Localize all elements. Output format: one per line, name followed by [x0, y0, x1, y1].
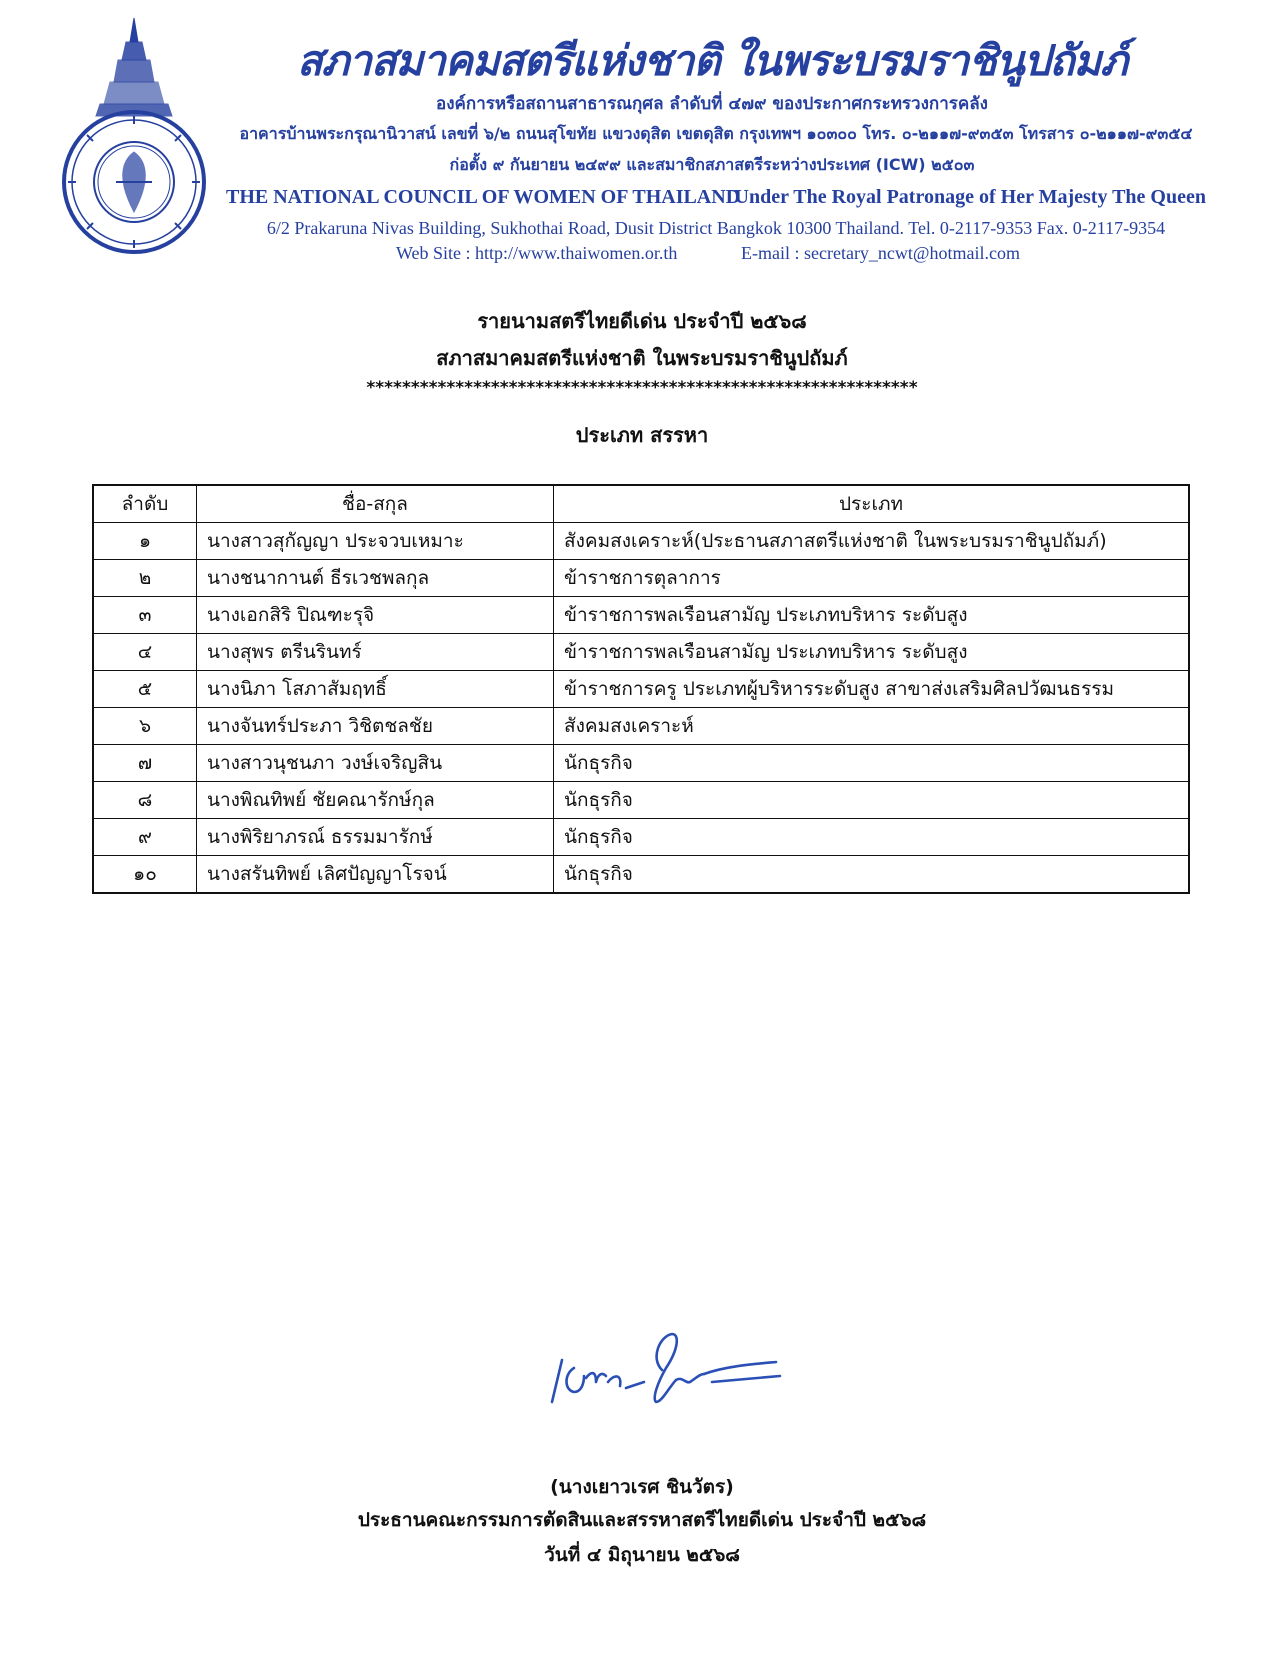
row-type: นักธุรกิจ	[554, 819, 1190, 856]
row-name: นางจันทร์ประภา วิชิตชลชัย	[197, 708, 554, 745]
row-name: นางสาวนุชนภา วงษ์เจริญสิน	[197, 745, 554, 782]
table-row	[93, 597, 1189, 634]
row-type: สังคมสงเคราะห์	[554, 708, 1190, 745]
row-number: ๕	[93, 671, 197, 708]
awardee-table	[92, 484, 1190, 894]
row-type: ข้าราชการพลเรือนสามัญ ประเภทบริหาร ระดับสูง	[554, 597, 1190, 634]
row-name: นางพิริยาภรณ์ ธรรมมารักษ์	[197, 819, 554, 856]
row-type: นักธุรกิจ	[554, 856, 1190, 894]
row-number: ๔	[93, 634, 197, 671]
address-line-english: 6/2 Prakaruna Nivas Building, Sukhothai Road, Dusit District Bangkok 10300 Thailand. Tel. 0-2117-9353 Fax. 0-2117-9354	[266, 218, 1166, 238]
row-name: นางชนากานต์ ธีรเวชพลกุล	[197, 560, 554, 597]
row-number: ๙	[93, 819, 197, 856]
founding-line: ก่อตั้ง ๙ กันยายน ๒๔๙๙ และสมาชิกสภาสตรีระหว่างประเทศ (ICW) ๒๕๐๓	[449, 155, 975, 174]
address-line-thai: อาคารบ้านพระกรุณานิวาสน์ เลขที่ ๖/๒ ถนนสุโขทัย แขวงดุสิต เขตดุสิต กรุงเทพฯ ๑๐๓๐๐ โทร. ๐-๒๑๑๗-๙๓๕๓ โทรสาร ๐-๒๑๑๗-๙๓๕๔	[239, 124, 1193, 143]
signer-name: (นางเยาวเรศ ชินวัตร)	[550, 1476, 734, 1498]
royal-patronage-text: Under The Royal Patronage of Her Majesty The Queen	[734, 186, 1206, 208]
category-heading: ประเภท สรรหา	[575, 423, 709, 447]
document-title: รายนามสตรีไทยดีเด่น ประจำปี ๒๕๖๘	[477, 309, 807, 333]
row-name: นางสรันทิพย์ เลิศปัญญาโรจน์	[197, 856, 554, 894]
row-number: ๒	[93, 560, 197, 597]
row-number: ๗	[93, 745, 197, 782]
row-name: นางสาวสุกัญญา ประจวบเหมาะ	[197, 523, 554, 560]
table-row	[93, 782, 1189, 819]
table-row	[93, 819, 1189, 856]
table-row	[93, 671, 1189, 708]
row-type: ข้าราชการพลเรือนสามัญ ประเภทบริหาร ระดับสูง	[554, 634, 1190, 671]
council-seal-logo	[60, 12, 208, 262]
document-subtitle: สภาสมาคมสตรีแห่งชาติ ในพระบรมราชินูปถัมภ์	[436, 346, 848, 370]
email-text: E-mail : secretary_ncwt@hotmail.com	[741, 243, 1020, 263]
row-type: นักธุรกิจ	[554, 782, 1190, 819]
table-row	[93, 560, 1189, 597]
row-number: ๑๐	[93, 856, 197, 894]
row-name: นางสุพร ตรีนรินทร์	[197, 634, 554, 671]
signer-position: ประธานคณะกรรมการตัดสินและสรรหาสตรีไทยดีเด่น ประจำปี ๒๕๖๘	[357, 1509, 927, 1531]
row-type: นักธุรกิจ	[554, 745, 1190, 782]
table-row	[93, 856, 1189, 894]
row-name: นางเอกสิริ ปิณฑะรุจิ	[197, 597, 554, 634]
charity-registration-line: องค์การหรือสถานสาธารณกุศล ลำดับที่ ๔๗๙ ของประกาศกระทรวงการคลัง	[436, 94, 988, 114]
table-row	[93, 634, 1189, 671]
document-date: วันที่ ๔ มิถุนายน ๒๕๖๘	[544, 1544, 740, 1566]
organization-name-thai: สภาสมาคมสตรีแห่งชาติ ในพระบรมราชินูปถัมภ์	[296, 36, 1128, 85]
header-name: ชื่อ-สกุล	[197, 485, 554, 523]
row-type: ข้าราชการตุลาการ	[554, 560, 1190, 597]
row-name: นางพิณทิพย์ ชัยคณารักษ์กุล	[197, 782, 554, 819]
row-number: ๓	[93, 597, 197, 634]
row-name: นางนิภา โสภาสัมฤทธิ์	[197, 671, 554, 708]
organization-name-english: THE NATIONAL COUNCIL OF WOMEN OF THAILAND	[226, 186, 741, 208]
table-row	[93, 708, 1189, 745]
english-name-row	[226, 186, 1206, 209]
table-row	[93, 745, 1189, 782]
row-number: ๘	[93, 782, 197, 819]
row-type: สังคมสงเคราะห์(ประธานสภาสตรีแห่งชาติ ในพระบรมราชินูปถัมภ์)	[554, 523, 1190, 560]
table-row	[93, 523, 1189, 560]
website-text: Web Site : http://www.thaiwomen.or.th	[396, 243, 678, 263]
handwritten-signature	[540, 1330, 790, 1420]
header-order: ลำดับ	[93, 485, 197, 523]
header-type: ประเภท	[554, 485, 1190, 523]
table-header-row	[93, 485, 1189, 523]
asterisk-separator: **************************************************************	[366, 378, 918, 398]
row-number: ๑	[93, 523, 197, 560]
row-type: ข้าราชการครู ประเภทผู้บริหารระดับสูง สาขาส่งเสริมศิลปวัฒนธรรม	[554, 671, 1190, 708]
row-number: ๖	[93, 708, 197, 745]
